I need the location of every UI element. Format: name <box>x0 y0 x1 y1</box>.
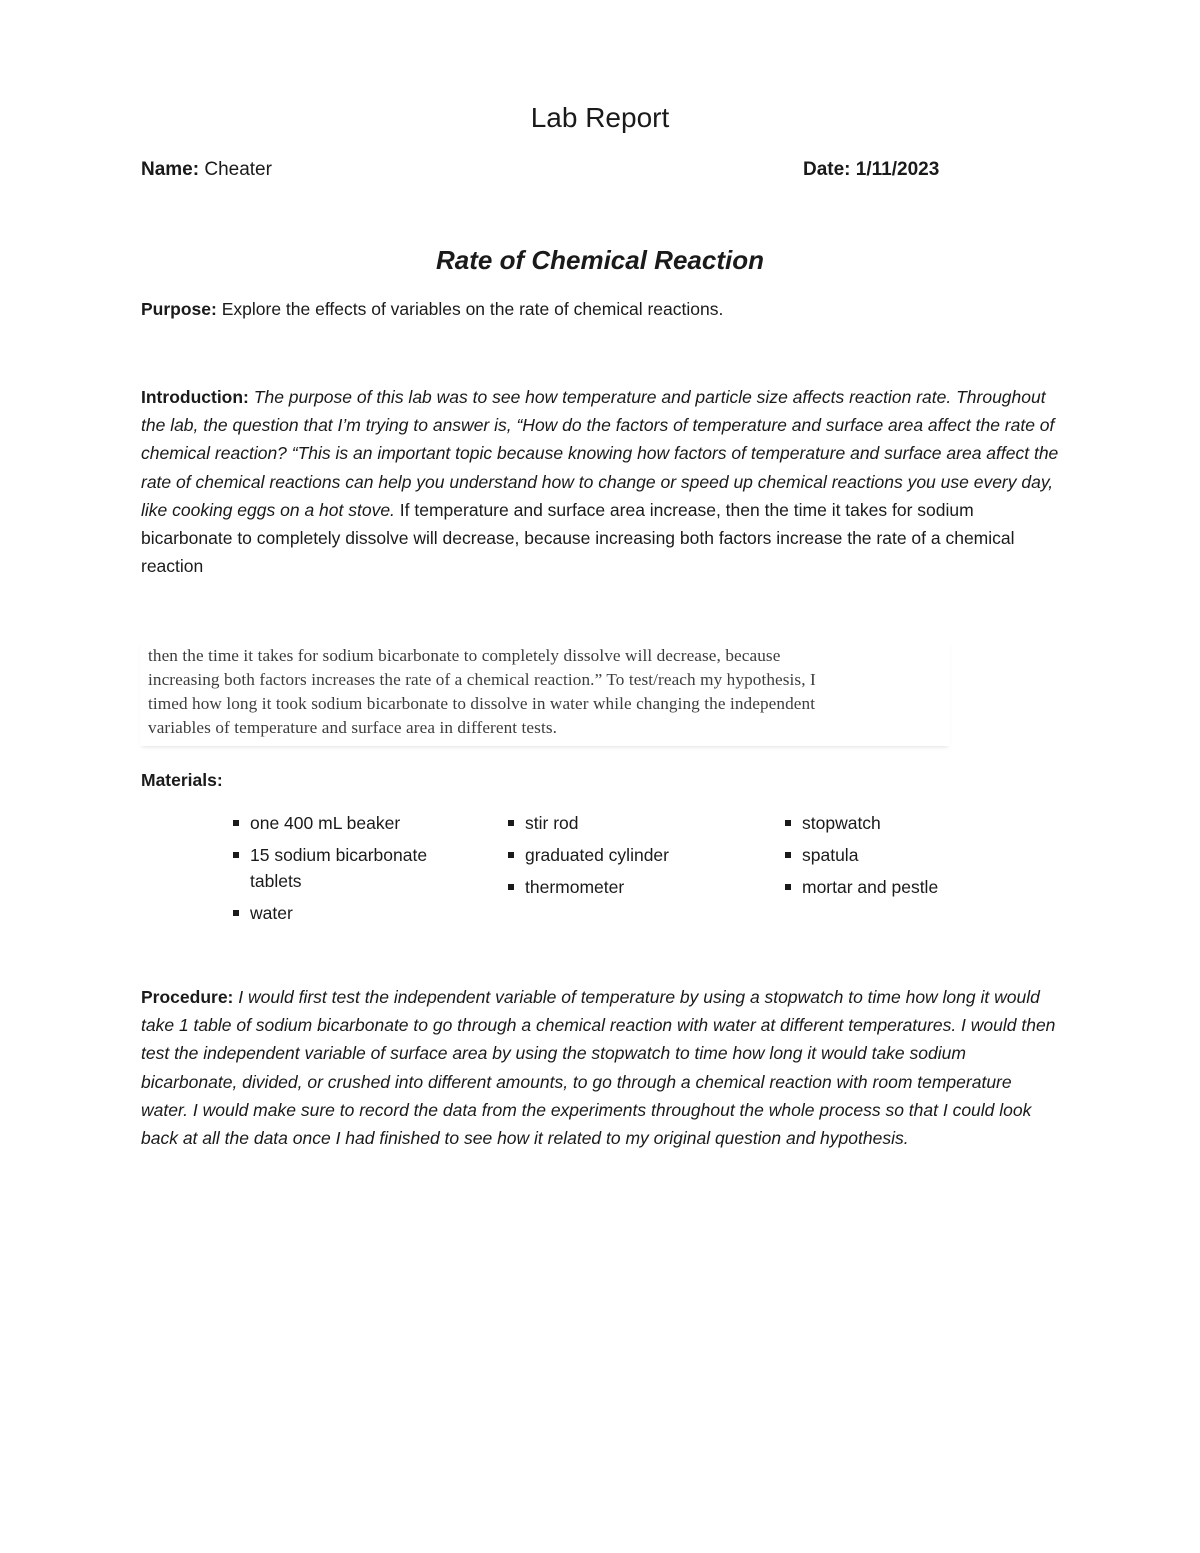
introduction-section <box>141 383 1061 580</box>
introduction-hypothesis-text: If temperature and surface area increase, then the time it takes for sodium bicarbonate to completely dissolve will decrease, because increasing both factors increase the rate of a chemical reaction <box>141 499 1015 577</box>
materials-column-3 <box>784 810 1024 906</box>
materials-column-2 <box>507 810 747 906</box>
excerpt-line-4: variables of temperature and surface area in different tests. <box>148 718 558 737</box>
procedure-label: Procedure: <box>141 987 234 1007</box>
embedded-excerpt-image <box>140 640 950 746</box>
purpose-text: Explore the effects of variables on the rate of chemical reactions. <box>221 299 724 319</box>
materials-item: stopwatch <box>784 810 1024 836</box>
date-label: Date: <box>803 159 851 180</box>
excerpt-line-3: timed how long it took sodium bicarbonate to dissolve in water while changing the independent <box>148 694 816 713</box>
name-value: Cheater <box>204 159 272 180</box>
materials-item: graduated cylinder <box>507 842 747 868</box>
introduction-italic-text: The purpose of this lab was to see how temperature and particle size affects reaction rate. Throughout the lab, the question that I’m trying to answer is, “How do the factors of temperature and surface area affect the rate of chemical reaction? “This is an important topic because knowing how factors of temperature and surface area affect the rate of chemical reactions can help you understand how to change or speed up chemical reactions you use every day, like cooking eggs on a hot stove. <box>141 387 1059 520</box>
purpose-section <box>141 295 1061 323</box>
materials-item: mortar and pestle <box>784 874 1024 900</box>
report-heading: Rate of Chemical Reaction <box>436 245 764 275</box>
document-title: Lab Report <box>530 102 670 133</box>
purpose-label: Purpose: <box>141 299 217 319</box>
date-line <box>803 156 939 184</box>
introduction-label: Introduction: <box>141 387 249 407</box>
materials-label: Materials: <box>141 770 223 790</box>
materials-item: stir rod <box>507 810 747 836</box>
excerpt-line-1: then the time it takes for sodium bicarbonate to completely dissolve will decrease, because <box>148 646 781 665</box>
name-label: Name: <box>141 159 200 180</box>
excerpt-line-2: increasing both factors increases the rate of a chemical reaction.” To test/reach my hypothesis, I <box>148 670 816 689</box>
materials-column-1 <box>232 810 472 932</box>
materials-item: one 400 mL beaker <box>232 810 472 836</box>
procedure-text: I would first test the independent variable of temperature by using a stopwatch to time how long it would take 1 table of sodium bicarbonate to go through a chemical reaction with water at different temperatures. I would then test the independent variable of surface area by using the stopwatch to time how long it would take sodium bicarbonate, divided, or crushed into different amounts, to go through a chemical reaction with room temperature water. I would make sure to record the data from the experiments throughout the whole process so that I could look back at all the data once I had finished to see how it related to my original question and hypothesis. <box>141 987 1056 1149</box>
name-line <box>141 156 272 184</box>
date-value: 1/11/2023 <box>855 159 940 180</box>
procedure-section <box>141 983 1061 1152</box>
materials-item: thermometer <box>507 874 747 900</box>
materials-item: 15 sodium bicarbonate tablets <box>232 842 472 894</box>
materials-item: spatula <box>784 842 1024 868</box>
materials-item: water <box>232 900 472 926</box>
